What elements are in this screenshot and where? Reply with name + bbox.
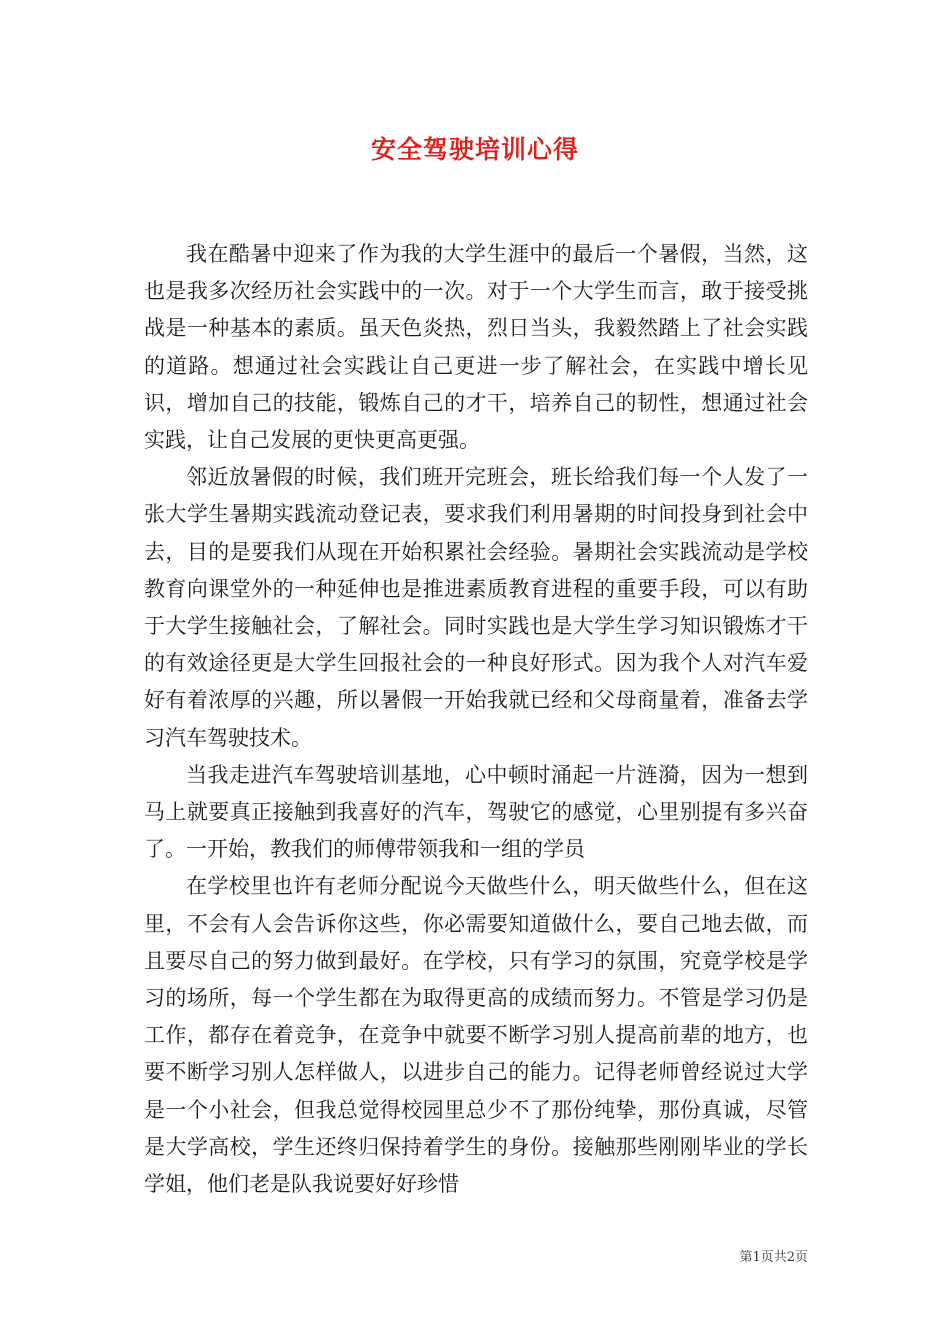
paragraph-4: 在学校里也许有老师分配说今天做些什么，明天做些什么，但在这里，不会有人会告诉你这些，你必需要知道做什么，要自己地去做，而且要尽自己的努力做到最好。在学校，只有学习的氛围，究竟学校是学习的场所，每一个学生都在为取得更高的成绩而努力。不管是学习仍是工作，都存在着竞争，在竞争中就要不断学习别人提高前辈的地方，也要不断学习别人怎样做人，以进步自己的能力。记得老师曾经说过大学是一个小社会，但我总觉得校园里总少不了那份纯挚，那份真诚，尽管是大学高校，学生还终归保持着学生的身份。接触那些刚刚毕业的学长学姐，他们老是队我说要好好珍惜 [144, 874, 808, 1197]
paragraph-2: 邻近放暑假的时候，我们班开完班会，班长给我们每一个人发了一张大学生暑期实践流动登记表，要求我们利用暑期的时间投身到社会中去，目的是要我们从现在开始积累社会经验。暑期社会实践流动是学校教育向课堂外的一种延伸也是推进素质教育进程的重要手段，可以有助于大学生接触社会，了解社会。同时实践也是大学生学习知识锻炼才干的有效途径更是大学生回报社会的一种良好形式。因为我个人对汽车爱好有着浓厚的兴趣，所以暑假一开始我就已经和父母商量着，准备去学习汽车驾驶技术。 [144, 465, 808, 750]
document-body [144, 236, 808, 1203]
paragraph-1: 我在酷暑中迎来了作为我的大学生涯中的最后一个暑假，当然，这也是我多次经历社会实践中的一次。对于一个大学生而言，敢于接受挑战是一种基本的素质。虽天色炎热，烈日当头，我毅然踏上了社会实践的道路。想通过社会实践让自己更进一步了解社会，在实践中增长见识，增加自己的技能，锻炼自己的才干，培养自己的韧性，想通过社会实践，让自己发展的更快更高更强。 [144, 242, 808, 453]
page-number-footer: 第1页共2页 [739, 1250, 808, 1265]
document-title: 安全驾驶培训心得 [370, 135, 579, 164]
paragraph-3: 当我走进汽车驾驶培训基地，心中顿时涌起一片涟漪，因为一想到马上就要真正接触到我喜好的汽车，驾驶它的感觉，心里别提有多兴奋了。一开始，教我们的师傅带领我和一组的学员 [144, 762, 808, 862]
